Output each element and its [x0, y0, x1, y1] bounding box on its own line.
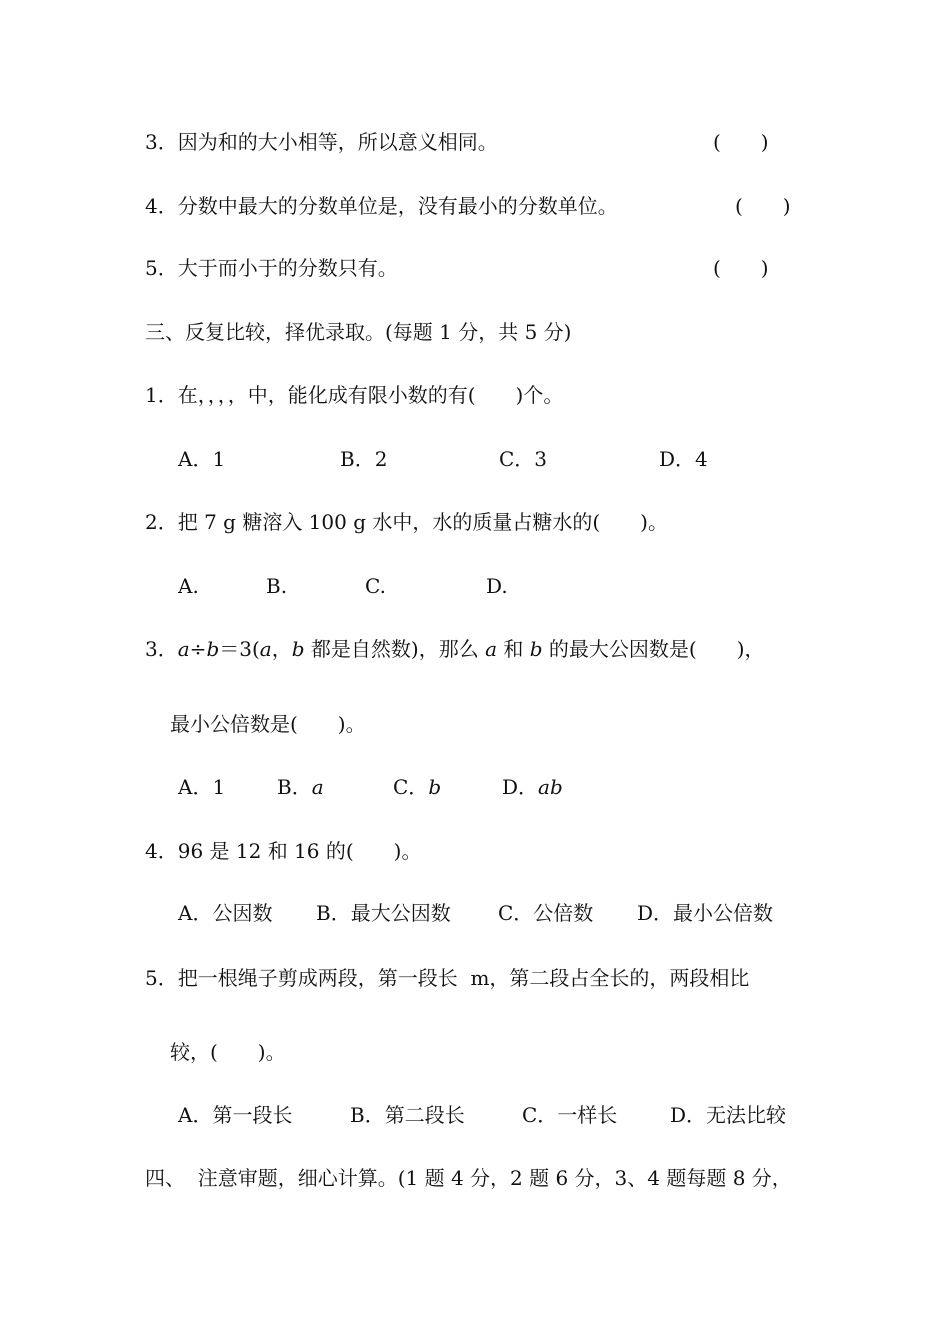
s3-q3-option-b[interactable] — [277, 774, 324, 800]
s3-q5-option-d[interactable]: D．无法比较 — [670, 1103, 787, 1127]
s3-q5-stem-line2: 较，( )。 — [170, 1040, 286, 1064]
s3-q3-num: 3． — [145, 637, 178, 661]
s3-q2-option-c[interactable]: C. — [365, 574, 386, 598]
s3-q2-option-a[interactable]: A. — [178, 574, 199, 598]
s3-q4-option-b[interactable]: B．最大公因数 — [316, 901, 451, 925]
var-b: b — [206, 637, 220, 661]
s3-q2-option-b[interactable]: B. — [266, 574, 288, 598]
option-var: b — [428, 775, 442, 799]
stem-text: 都是自然数)，那么 — [304, 637, 486, 661]
equals-three: ＝3( — [219, 637, 260, 661]
s3-q5-stem: 5．把一根绳子剪成两段，第一段长 m，第二段占全长的，两段相比 — [145, 966, 750, 990]
s3-q5-option-b[interactable]: B．第二段长 — [350, 1103, 465, 1127]
s3-q1-stem: 1．在，，，，中，能化成有限小数的有( )个。 — [145, 383, 564, 407]
s3-q4-option-a[interactable]: A．公因数 — [178, 901, 273, 925]
s3-q3-option-c[interactable] — [393, 774, 441, 800]
s3-q5-option-a[interactable]: A．第一段长 — [178, 1103, 293, 1127]
judge-q3-text: 3．因为和的大小相等，所以意义相同。 — [145, 130, 498, 154]
s3-q4-option-d[interactable]: D．最小公倍数 — [637, 901, 774, 925]
s3-q5-option-c[interactable]: C．一样长 — [522, 1103, 618, 1127]
var-b: b — [529, 637, 543, 661]
s3-q1-option-c[interactable]: C．3 — [499, 447, 548, 471]
judge-q3-answer-blank[interactable]: ( ) — [713, 130, 769, 154]
judge-q4-text: 4．分数中最大的分数单位是，没有最小的分数单位。 — [145, 194, 618, 218]
comma: ， — [271, 637, 292, 661]
s3-q1-option-d[interactable]: D．4 — [659, 447, 708, 471]
var-b: b — [291, 637, 305, 661]
option-prefix: B． — [277, 775, 312, 799]
judge-q5-text: 5．大于而小于的分数只有。 — [145, 256, 398, 280]
s3-q4-option-c[interactable]: C．公倍数 — [498, 901, 594, 925]
s3-q2-stem: 2．把 7 g 糖溶入 100 g 水中，水的质量占糖水的( )。 — [145, 510, 668, 534]
option-var: a — [311, 775, 324, 799]
s3-q4-stem: 4．96 是 12 和 16 的( )。 — [145, 839, 422, 863]
s3-q1-option-a[interactable]: A．1 — [178, 447, 226, 471]
judge-q5-answer-blank[interactable]: ( ) — [713, 256, 769, 280]
stem-text: 和 — [497, 637, 530, 661]
s3-q3-option-a[interactable]: A．1 — [178, 775, 226, 799]
s3-q1-option-b[interactable]: B．2 — [340, 447, 388, 471]
stem-text: 的最大公因数是( )， — [542, 637, 765, 661]
div-sign: ÷ — [189, 637, 207, 661]
option-prefix: D． — [502, 775, 539, 799]
var-a: a — [177, 637, 190, 661]
s3-q3-stem-line2: 最小公倍数是( )。 — [170, 712, 366, 736]
s3-q3-stem — [145, 636, 765, 662]
s3-q3-option-d[interactable] — [502, 774, 563, 800]
var-a: a — [485, 637, 497, 661]
option-prefix: C． — [393, 775, 429, 799]
section3-heading: 三、反复比较，择优录取。(每题 1 分，共 5 分) — [145, 320, 572, 344]
s3-q2-option-d[interactable]: D. — [486, 574, 508, 598]
var-a: a — [259, 637, 272, 661]
option-var: ab — [538, 775, 563, 799]
judge-q4-answer-blank[interactable]: ( ) — [735, 194, 791, 218]
section4-heading: 四、 注意审题，细心计算。(1 题 4 分，2 题 6 分，3、4 题每题 8 分， — [145, 1166, 792, 1190]
